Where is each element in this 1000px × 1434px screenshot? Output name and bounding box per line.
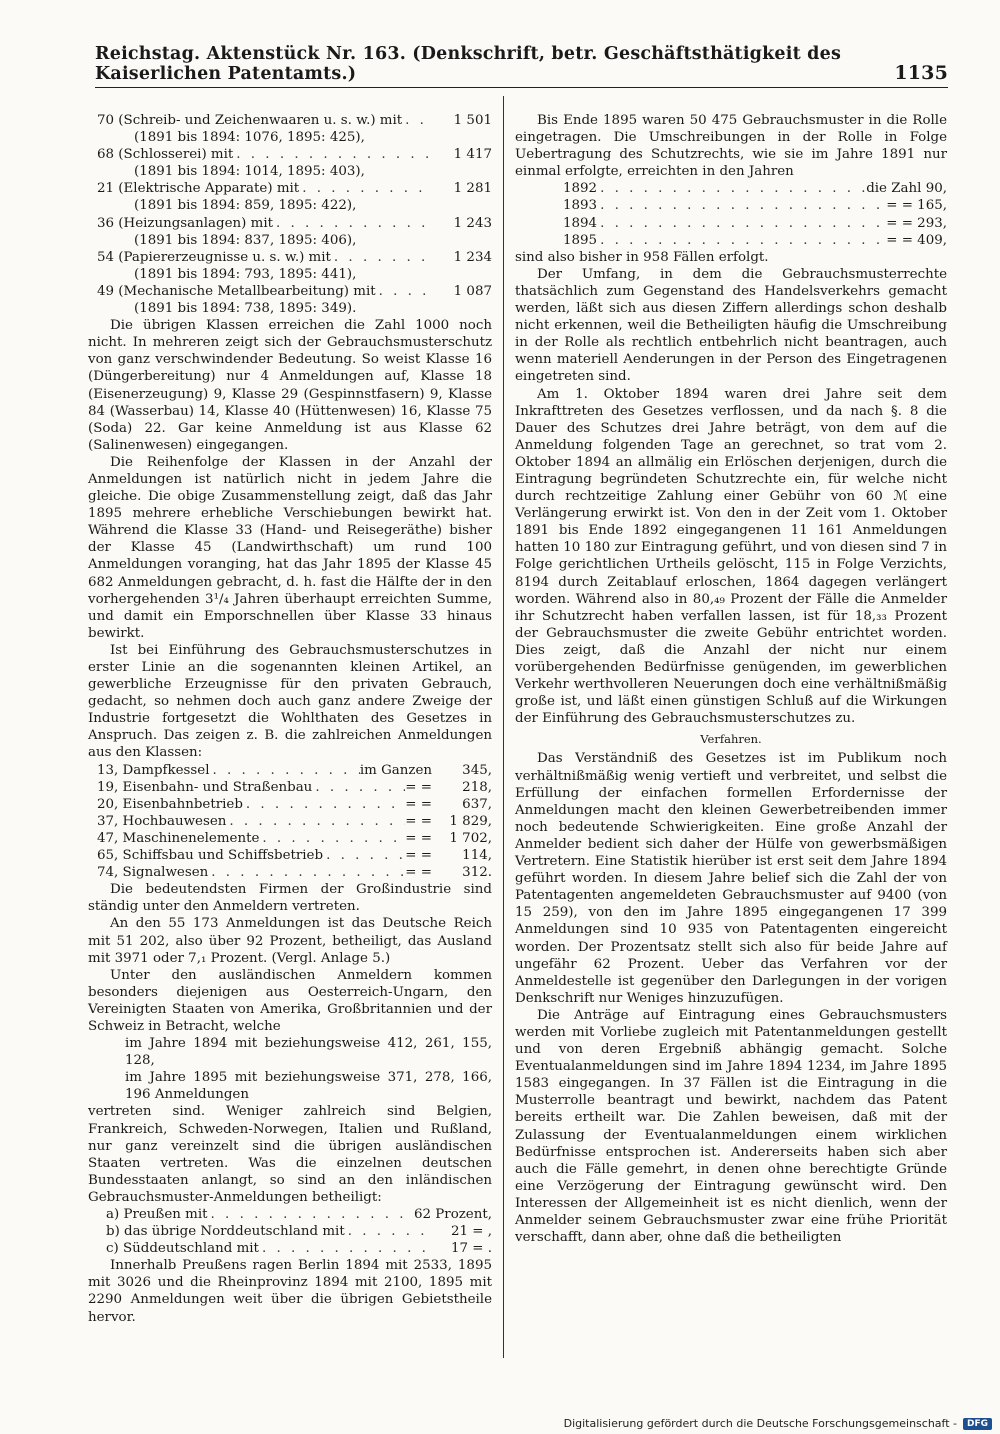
class-label: 21 (Elektrische Apparate) mit xyxy=(97,181,300,197)
industry-row: 20, Eisenbahnbetrieb . . . = = 637, xyxy=(97,796,492,813)
paragraph: sind also bisher in 958 Fällen erfolgt. xyxy=(515,249,769,265)
class-detail: (1891 bis 1894: 837, 1895: 406), xyxy=(134,232,357,248)
credit-text: Digitalisierung gefördert durch die Deutsche Forschungsgemeinschaft - xyxy=(563,1417,957,1430)
dfg-logo-icon: DFG xyxy=(963,1418,992,1430)
industry-row: 65, Schiffsbau und Schiffsbetrieb . . . = = 114, xyxy=(97,847,492,864)
class-value: 1 243 xyxy=(453,215,492,231)
industry-table xyxy=(88,762,492,882)
state-row: c) Süddeutschland mit . . . 17 = . xyxy=(106,1240,492,1257)
states-table xyxy=(88,1206,492,1257)
paragraph: Innerhalb Preußens ragen Berlin 1894 mit 2533, 1895 mit 3026 und die Rheinprovinz 1894 mit 2100, 1895 mit 2290 Anmeldungen weit über die übrigen Gebietstheile hervor. xyxy=(88,1258,492,1325)
class-label: 70 (Schreib- und Zeichenwaaren u. s. w.) mit xyxy=(97,113,403,128)
state-row: a) Preußen mit . . . 62 Prozent, xyxy=(106,1206,492,1223)
paragraph: Am 1. Oktober 1894 waren drei Jahre seit dem Inkrafttreten des Gesetzes verflossen, und da nach §. 8 die Dauer des Schutzes drei Jahre beträgt, von dem auf die Anmeldung folgenden Tage an gerechnet, so trat vom 2. Oktober 1894 an allmälig ein Erlöschen derjenigen, durch die Eintragung begründeten Schutzrechte ein, für welche nicht durch rechtzeitige Zahlung einer Gebühr von 60 ℳ eine Verlängerung erwirkt ist. Von den in der Zeit vom 1. Oktober 1891 bis Ende 1892 eingegangenen 11 161 Anmeldungen hatten 10 180 zur Eintragung geführt, und von diesen sind 7 in Folge gerichtlichen Urtheils gelöscht, 115 in Folge Verzichts, 8194 durch Zeitablauf erloschen, 1864 dagegen verlängert worden. Während also in 80,₄₉ Prozent der Fälle die Anmelder ihr Schutzrecht haben verfallen lassen, ist für 18,₃₃ Prozent der Gebrauchsmuster die zweite Gebühr entrichtet worden. Dies zeigt, daß die Anzahl der nicht nur einem vorübergehenden Bedürfnisse genügenden, im gewerblichen Verkehr werthvolleren Neuerungen doch eine verhältnißmäßig große ist, und läßt einen günstigen Schluß auf die Wirkungen der Einführung des Gebrauchsmusterschutzes zu. xyxy=(515,386,947,727)
paragraph: Unter den ausländischen Anmeldern kommen besonders diejenigen aus Oesterreich-Ungarn, den Vereinigten Staaten von Amerika, Großbritannien und der Schweiz in Betracht, welche xyxy=(88,967,492,1034)
class-entry xyxy=(97,249,492,283)
years-table xyxy=(515,180,947,248)
paragraph: Die Anträge auf Eintragung eines Gebrauchsmusters werden mit Vorliebe zugleich mit Patentanmeldungen gestellt und von deren Ergebniß abhängig gemacht. Solche Eventualanmeldungen sind im Jahre 1894 1234, im Jahre 1895 1583 eingegangen. In 37 Fällen ist die Eintragung in die Musterrolle beantragt und bewirkt, nachdem das Patent bereits ertheilt war. Die Zahlen beweisen, daß mit der Zulassung der Eventualanmeldungen einem wirklichen Bedürfnisse entsprochen ist. Andererseits haben sich aber auch die Fälle gemehrt, in denen ohne berechtigte Gründe eine Verzögerung der Eintragung gewünscht wird. Den Interessen der Allgemeinheit ist es nicht dienlich, wenn der Anmelder seinem Gebrauchsmuster zwar eine frühe Priorität verschafft, dann aber, ohne daß die betheiligten xyxy=(515,1007,947,1246)
class-entry xyxy=(97,283,492,317)
class-detail: (1891 bis 1894: 738, 1895: 349). xyxy=(134,301,357,317)
class-detail: (1891 bis 1894: 1076, 1895: 425), xyxy=(134,130,365,146)
class-label: 36 (Heizungsanlagen) mit xyxy=(97,215,273,231)
industry-row: 19, Eisenbahn- und Straßenbau . . . = = 218, xyxy=(97,779,492,796)
digitization-credit xyxy=(564,1417,992,1430)
paragraph: Die bedeutendsten Firmen der Großindustrie sind ständig unter den Anmeldern vertreten. xyxy=(88,882,492,915)
industry-row: 37, Hochbauwesen . . . = = 1 829, xyxy=(97,813,492,830)
class-value: 1 234 xyxy=(453,249,492,265)
page-header xyxy=(95,44,948,88)
class-value: 1 417 xyxy=(453,147,492,163)
class-value: 1 501 xyxy=(453,113,492,128)
industry-row: 74, Signalwesen . . . = = 312. xyxy=(97,864,492,881)
class-value: 1 087 xyxy=(453,283,492,299)
class-list xyxy=(88,112,492,317)
year-row: 1893 . . . = = 165, xyxy=(563,197,947,214)
paragraph: Bis Ende 1895 waren 50 475 Gebrauchsmuster in die Rolle eingetragen. Die Umschreibungen in der Rolle in Folge Uebertragung des Schutzrechts, wie sie im Jahre 1891 nur einmal erfolgte, erreichten in den Jahren xyxy=(515,113,947,180)
section-heading: Verfahren. xyxy=(700,732,762,747)
class-detail: (1891 bis 1894: 859, 1895: 422), xyxy=(134,198,357,214)
paragraph: Ist bei Einführung des Gebrauchsmusterschutzes in erster Linie an die sogenannten kleinen Artikel, an gewerbliche Erzeugnisse für den privaten Gebrauch, gedacht, so nehmen doch auch ganz andere Zweige der Industrie fortgesetzt die Wohlthaten des Gesetzes in Anspruch. Das zeigen z. B. die zahlreichen Anmeldungen aus den Klassen: xyxy=(88,642,492,761)
class-label: 54 (Papiererzeugnisse u. s. w.) mit xyxy=(97,249,331,265)
class-entry xyxy=(97,215,492,249)
right-column xyxy=(515,112,947,1246)
running-title: Reichstag. Aktenstück Nr. 163. (Denkschrift, betr. Geschäftsthätigkeit des Kaiserlichen Patentamts.) xyxy=(95,44,842,84)
state-row: b) das übrige Norddeutschland mit . . . 21 = , xyxy=(106,1223,492,1240)
class-entry xyxy=(97,112,492,146)
paragraph-indented: im Jahre 1895 mit beziehungsweise 371, 278, 166, 196 Anmeldungen xyxy=(125,1070,492,1103)
class-label: 49 (Mechanische Metallbearbeitung) mit xyxy=(97,283,376,299)
column-divider xyxy=(503,96,504,1358)
paragraph: Der Umfang, in dem die Gebrauchsmusterrechte thatsächlich zum Gegenstand des Handelsverkehrs gemacht werden, läßt sich aus diesen Ziffern allerdings schon deshalb nicht erkennen, weil die Betheiligten häufig die Umschreibung in der Rolle als rechtlich entbehrlich nicht beantragen, auch wenn materiell Aenderungen in der Person des Eingetragenen eingetreten sind. xyxy=(515,266,947,385)
paragraph: Die Reihenfolge der Klassen in der Anzahl der Anmeldungen ist natürlich nicht in jedem Jahre die gleiche. Die obige Zusammenstellung zeigt, daß das Jahr 1895 mehrere erhebliche Verschiebungen bewirkt hat. Während die Klasse 33 (Hand- und Reisegeräthe) bisher der Klasse 45 (Landwirthschaft) um rund 100 Anmeldungen voranging, hat das Jahr 1895 der Klasse 45 682 Anmeldungen gebracht, d. h. fast die Hälfte der in den vorhergehenden 3¹/₄ Jahren überhaupt erreichten Summe, und damit ein Emporschnellen über Klasse 33 hinaus bewirkt. xyxy=(88,454,492,641)
class-entry xyxy=(97,146,492,180)
year-row: 1892 . . . die Zahl 90, xyxy=(563,180,947,197)
left-column xyxy=(88,112,492,1326)
industry-row: 47, Maschinenelemente . . . = = 1 702, xyxy=(97,830,492,847)
class-entry xyxy=(97,180,492,214)
paragraph-indented: im Jahre 1894 mit beziehungsweise 412, 261, 155, 128, xyxy=(125,1036,492,1069)
paragraph: Die übrigen Klassen erreichen die Zahl 1000 noch nicht. In mehreren zeigt sich der Gebrauchsmusterschutz von ganz verschwindender Bedeutung. So weist Klasse 16 (Düngerbereitung) nur 4 Anmeldungen auf, Klasse 18 (Eisenerzeugung) 9, Klasse 29 (Gespinnstfasern) 9, Klasse 84 (Wasserbau) 14, Klasse 40 (Hüttenwesen) 16, Klasse 75 (Soda) 22. Gar keine Anmeldung ist aus Klasse 62 (Salinenwesen) eingegangen. xyxy=(88,318,492,453)
year-row: 1894 . . . = = 293, xyxy=(563,215,947,232)
class-label: 68 (Schlosserei) mit xyxy=(97,147,234,163)
class-detail: (1891 bis 1894: 1014, 1895: 403), xyxy=(134,164,365,180)
paragraph: vertreten sind. Weniger zahlreich sind Belgien, Frankreich, Schweden-Norwegen, Italien und Rußland, nur ganz vereinzelt sind die übrigen ausländischen Staaten vertreten. Was die einzelnen deutschen Bundesstaaten anlangt, so sind an den inländischen Gebrauchsmuster-Anmeldungen betheiligt: xyxy=(88,1104,492,1205)
industry-row: 13, Dampfkessel . . . im Ganzen 345, xyxy=(97,762,492,779)
class-detail: (1891 bis 1894: 793, 1895: 441), xyxy=(134,266,357,282)
class-value: 1 281 xyxy=(453,181,492,197)
page-number: 1135 xyxy=(894,62,948,84)
paragraph: An den 55 173 Anmeldungen ist das Deutsche Reich mit 51 202, also über 92 Prozent, betheiligt, das Ausland mit 3971 oder 7,₁ Prozent. (Vergl. Anlage 5.) xyxy=(88,916,492,966)
year-row: 1895 . . . = = 409, xyxy=(563,232,947,249)
paragraph: Das Verständniß des Gesetzes ist im Publikum noch verhältnißmäßig wenig vertieft und verbreitet, und selbst die Erfüllung der einfachen formellen Erfordernisse der Anmeldungen macht den kleinen Gewerbetreibenden immer noch bedeutende Schwierigkeiten. Eine große Anzahl der Anmelder bedient sich daher der Hülfe von gewerbsmäßigen Vertretern. Eine Statistik hierüber ist erst seit dem Jahre 1894 geführt worden. In diesem Jahre belief sich die Zahl der von Patentagenten angemeldeten Gebrauchsmuster auf 9400 (von 15 259), von den im Jahre 1895 eingegangenen 17 399 Anmeldungen sind 10 935 von Patentagenten eingereicht worden. Der Prozentsatz stellt sich also für beide Jahre auf ungefähr 62 Prozent. Ueber das Verfahren vor der Anmeldestelle ist gegenüber den Darlegungen in der vorigen Denkschrift nur Weniges hinzuzufügen. xyxy=(515,751,947,1006)
